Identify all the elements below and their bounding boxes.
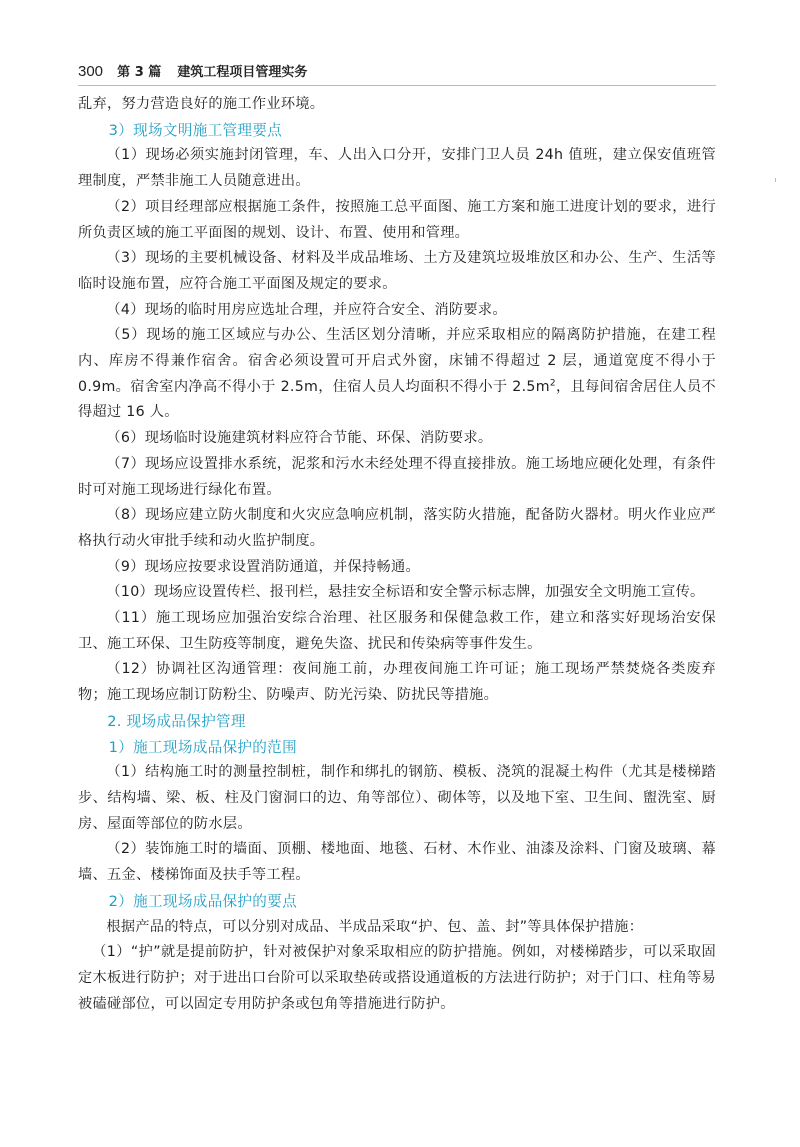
paragraph: [78, 323, 716, 426]
paragraph: （10）现场应设置传栏、报刊栏，悬挂安全标语和安全警示标志牌，加强安全文明施工宣传。: [106, 584, 705, 601]
paragraph-text: （5）现场的施工区域应与办公、生活区划分清晰，并应采取相应的隔离防护措施，在建工程内、库房不得兼作宿舍。宿舍必须设置可开启式外窗，床铺不得超过 2 层，通道宽度不得小于 0.9m。宿舍室内净高不得小于 2.5m，住宿人员人均面积不得小于 2.5m: [78, 327, 716, 395]
paragraph: （1）结构施工时的测量控制桩，制作和绑扎的钢筋、模板、浇筑的混凝土构件（尤其是楼梯踏步、结构墙、梁、板、柱及门窗洞口的边、角等部位）、砌体等，以及地下室、卫生间、盥洗室、厨房、屋面等部位的防水层。: [78, 764, 716, 832]
superscript: 2: [549, 378, 556, 388]
edge-mark: [775, 178, 776, 182]
paragraph: （11）施工现场应加强治安综合治理、社区服务和保健急救工作，建立和落实好现场治安保卫、施工环保、卫生防疫等制度，避免失盗、扰民和传染病等事件发生。: [78, 610, 716, 652]
part-label: 第 3 篇: [117, 65, 162, 80]
subsection-heading: 3）现场文明施工管理要点: [108, 121, 283, 139]
paragraph: （1）“护”就是提前防护，针对被保护对象采取相应的防护措施。例如，对楼梯踏步，可以采取固定木板进行防护；对于进出口台阶可以采取垫砖或搭设通道板的方法进行防护；对于门口、柱角等易被磕碰部位，可以固定专用防护条或包角等措施进行防护。: [78, 944, 716, 1012]
subsection-heading: 2）施工现场成品保护的要点: [108, 892, 297, 910]
paragraph: （7）现场应设置排水系统，泥浆和污水未经处理不得直接排放。施工场地应硬化处理，有条件时可对施工现场进行绿化布置。: [78, 455, 716, 498]
paragraph: 根据产品的特点，可以分别对成品、半成品采取“护、包、盖、封”等具体保护措施：: [106, 918, 644, 935]
paragraph: （6）现场临时设施建筑材料应符合节能、环保、消防要求。: [106, 430, 493, 447]
paragraph: （4）现场的临时用房应选址合理，并应符合安全、消防要求。: [106, 301, 507, 318]
page-number: 300: [78, 63, 104, 80]
paragraph: （2）项目经理部应根据施工条件，按照施工总平面图、施工方案和施工进度计划的要求，进行所负责区域的施工平面图的规划、设计、布置、使用和管理。: [78, 198, 716, 241]
header-rule: [78, 85, 716, 86]
paragraph: （9）现场应按要求设置消防通道，并保持畅通。: [106, 558, 420, 575]
paragraph: 乱弃，努力营造良好的施工作业环境。: [78, 96, 325, 112]
paragraph-text: ，且每间宿舍居住人员不得超过 16 人。: [78, 378, 716, 421]
running-header: [78, 60, 714, 84]
section-heading: 2. 现场成品保护管理: [107, 712, 246, 730]
paragraph: （8）现场应建立防火制度和火灾应急响应机制，落实防火措施，配备防火器材。明火作业应严格执行动火审批手续和动火监护制度。: [78, 507, 716, 549]
paragraph: （12）协调社区沟通管理：夜间施工前，办理夜间施工许可证；施工现场严禁焚烧各类废弃物；施工现场应制订防粉尘、防噪声、防光污染、防扰民等措施。: [78, 661, 716, 704]
paragraph: （3）现场的主要机械设备、材料及半成品堆场、土方及建筑垃圾堆放区和办公、生产、生活等临时设施布置，应符合施工平面图及规定的要求。: [78, 250, 716, 292]
paragraph: （2）装饰施工时的墙面、顶棚、楼地面、地毯、石材、木作业、油漆及涂料、门窗及玻璃、幕墙、五金、楼梯饰面及扶手等工程。: [78, 841, 716, 884]
page-body: [78, 92, 716, 1017]
subsection-heading: 1）施工现场成品保护的范围: [108, 738, 297, 756]
paragraph: （1）现场必须实施封闭管理，车、人出入口分开，安排门卫人员 24h 值班，建立保安值班管理制度，严禁非施工人员随意进出。: [78, 147, 716, 190]
book-title: 建筑工程项目管理实务: [177, 65, 308, 80]
